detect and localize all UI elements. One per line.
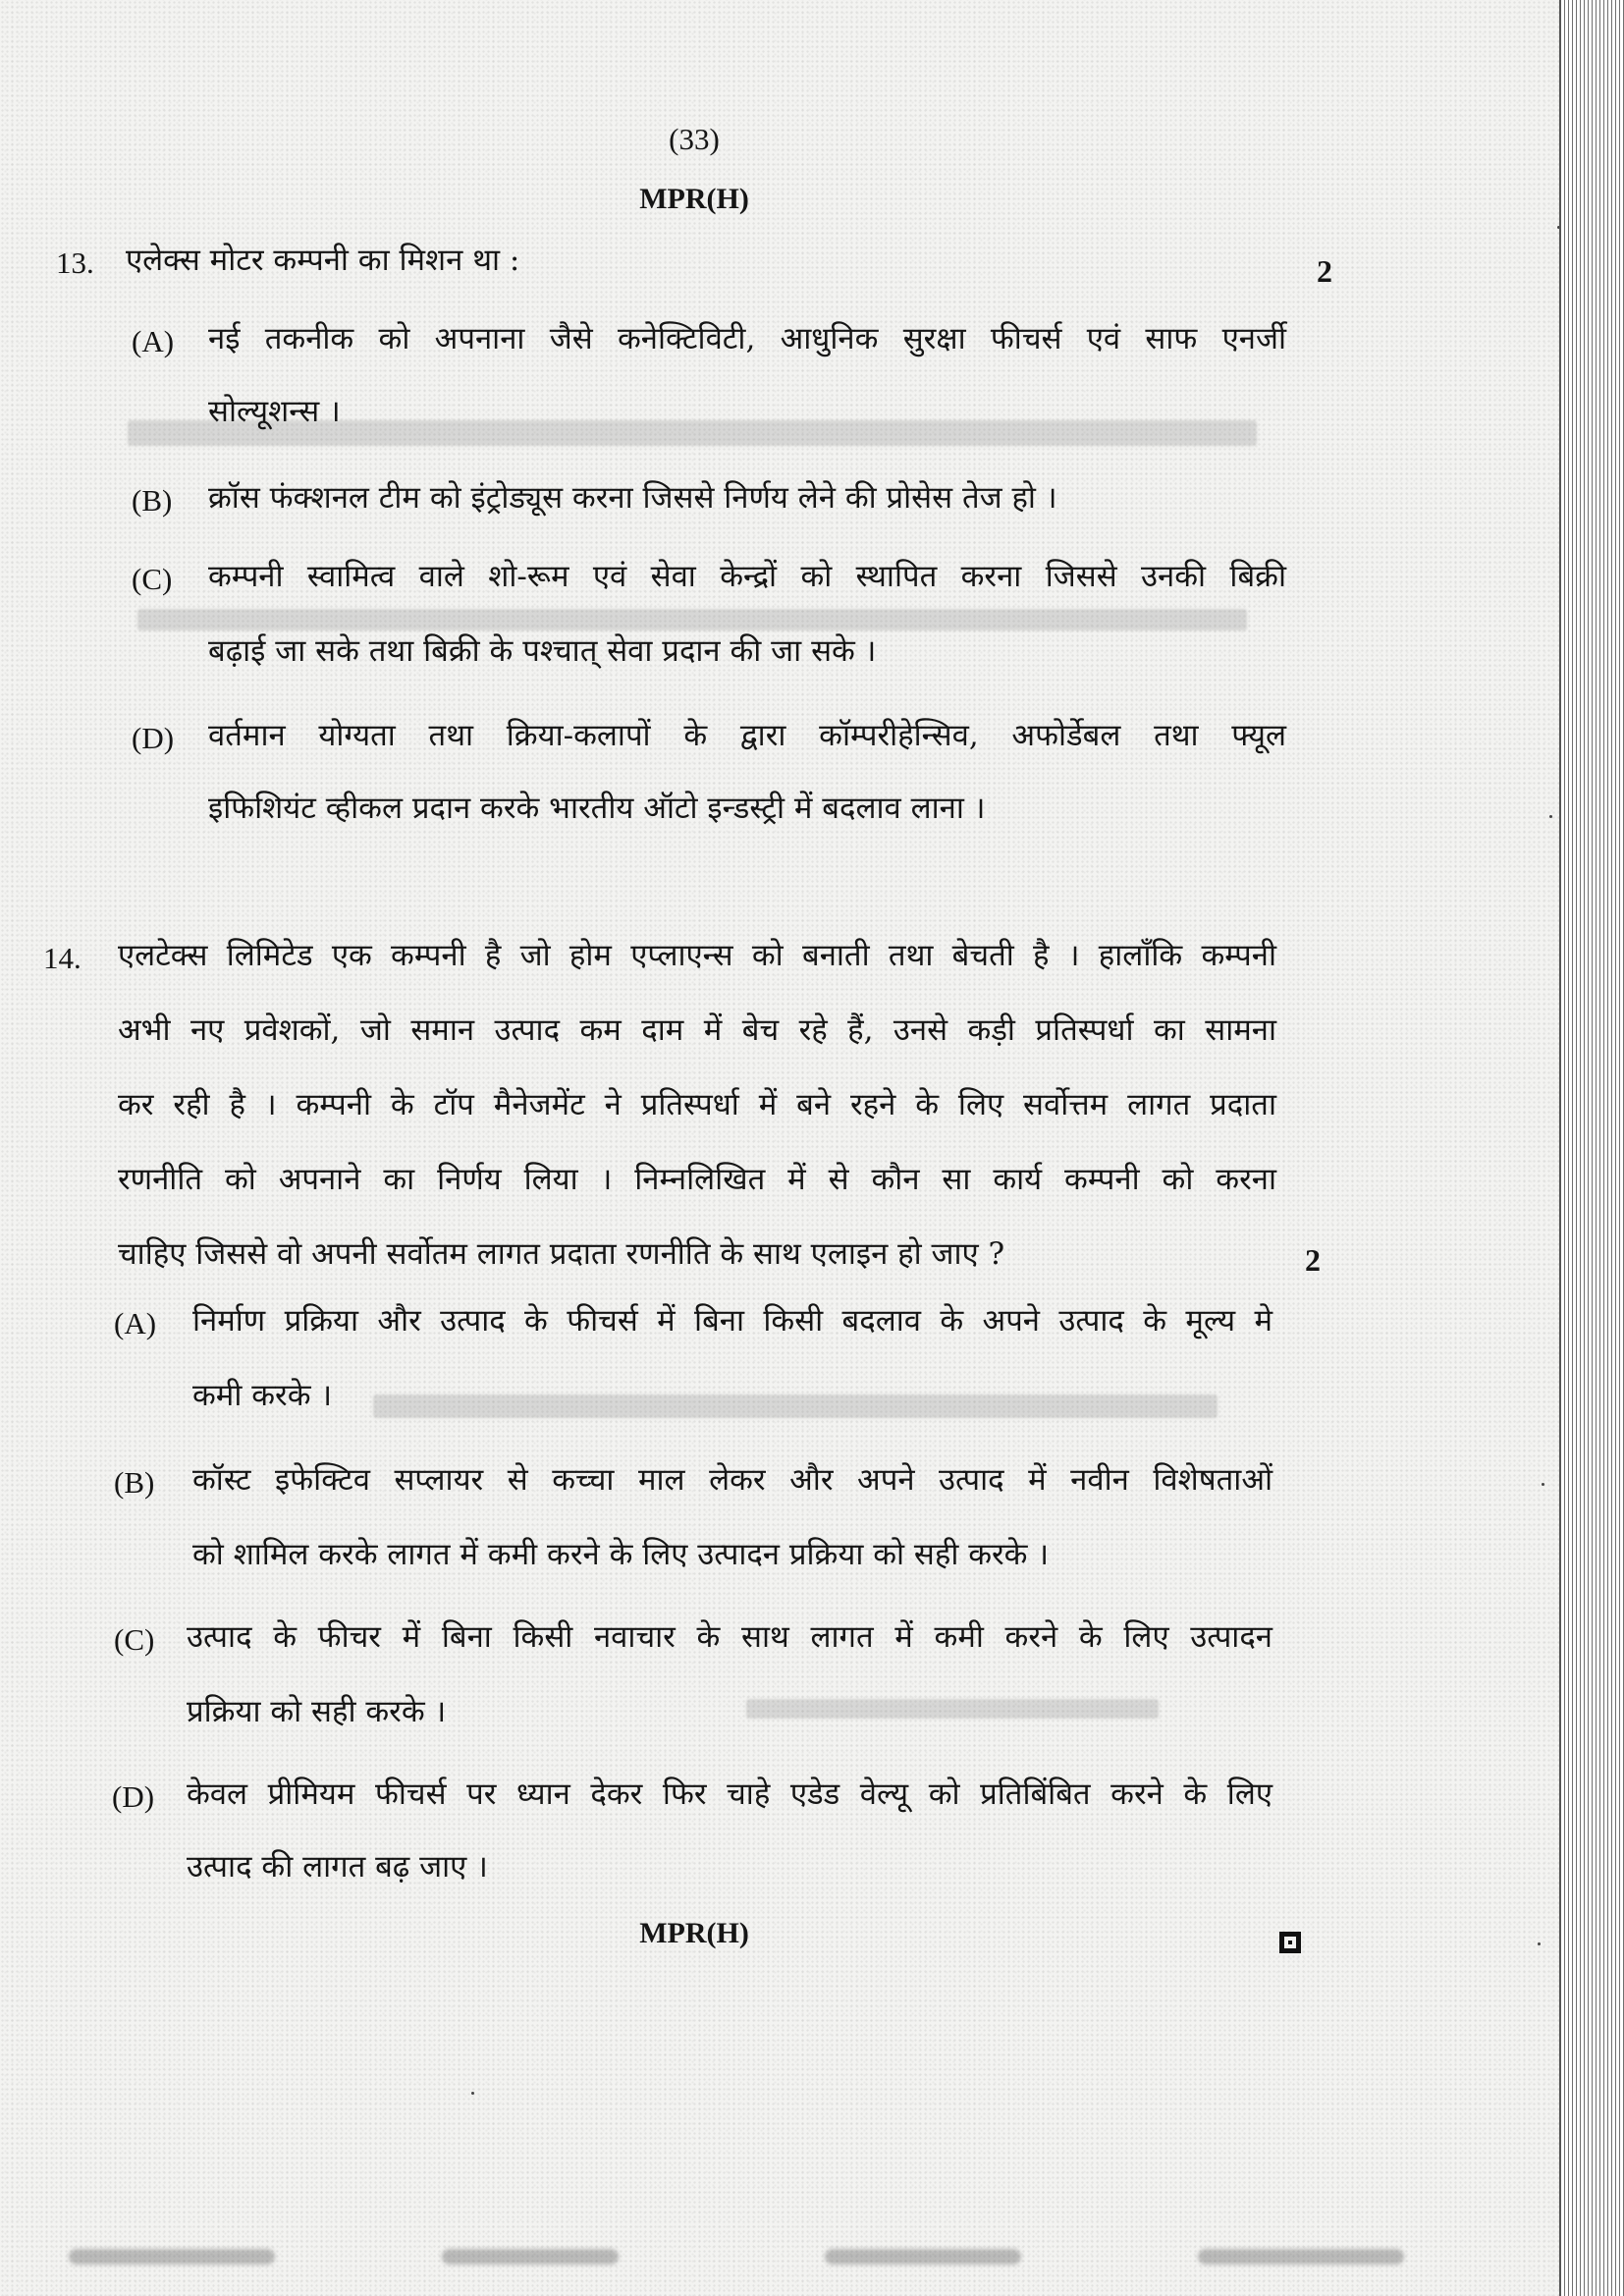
bottom-scan-smudge xyxy=(442,2249,619,2265)
marks: 2 xyxy=(1305,1242,1321,1278)
bleed-through xyxy=(373,1394,1218,1418)
option-text: केवल प्रीमियम फीचर्स पर ध्यान देकर फिर चाहे एडेड वेल्यू को प्रतिबिंबित करने के लिए xyxy=(187,1777,1272,1812)
option-label: (B) xyxy=(114,1465,155,1500)
marks: 2 xyxy=(1317,253,1332,289)
option-text: नई तकनीक को अपनाना जैसे कनेक्टिविटी, आधुनिक सुरक्षा फीचर्स एवं साफ एनर्जी xyxy=(208,321,1286,356)
paper-code-header: MPR(H) xyxy=(639,183,749,215)
option-text: प्रक्रिया को सही करके । xyxy=(187,1694,447,1729)
page-end-square-icon xyxy=(1279,1932,1301,1953)
bleed-through xyxy=(746,1699,1159,1719)
option-text: को शामिल करके लागत में कमी करने के लिए उत्पादन प्रक्रिया को सही करके । xyxy=(192,1537,1050,1572)
option-text: सोल्यूशन्स । xyxy=(208,394,341,429)
option-label: (A) xyxy=(132,324,175,358)
option-text: कम्पनी स्वामित्व वाले शो-रूम एवं सेवा केन्द्रों को स्थापित करना जिससे उनकी बिक्री xyxy=(208,559,1286,594)
option-text: वर्तमान योग्यता तथा क्रिया-कलापों के द्वारा कॉम्परीहेन्सिव, अफोर्डेबल तथा फ्यूल xyxy=(208,718,1286,753)
question-text: एलेक्स मोटर कम्पनी का मिशन था : xyxy=(126,243,520,278)
question-text: चाहिए जिससे वो अपनी सर्वोतम लागत प्रदाता रणनीति के साथ एलाइन हो जाए ? xyxy=(118,1236,1005,1272)
option-text: इफिशियंट व्हीकल प्रदान करके भारतीय ऑटो इन्डस्ट्री में बदलाव लाना । xyxy=(208,791,986,826)
question-text: रणनीति को अपनाने का निर्णय लिया । निम्नलिखित में से कौन सा कार्य कम्पनी को करना xyxy=(118,1162,1276,1197)
option-text: कमी करके । xyxy=(192,1378,333,1413)
option-label: (D) xyxy=(132,721,175,755)
scan-speck xyxy=(1542,1483,1544,1486)
binding-edge xyxy=(1559,0,1624,2296)
option-text: उत्पाद की लागत बढ़ जाए । xyxy=(187,1849,488,1885)
scan-speck xyxy=(471,2092,474,2095)
option-label: (B) xyxy=(132,483,173,518)
question-number: 13. xyxy=(56,246,94,280)
bottom-scan-smudge xyxy=(825,2249,1021,2265)
scan-speck xyxy=(1549,815,1552,818)
option-text: बढ़ाई जा सके तथा बिक्री के पश्चात् सेवा प्रदान की जा सके । xyxy=(208,633,877,669)
option-text: क्रॉस फंक्शनल टीम को इंट्रोड्यूस करना जिससे निर्णय लेने की प्रोसेस तेज हो । xyxy=(208,480,1057,516)
option-label: (A) xyxy=(114,1306,157,1340)
question-text: अभी नए प्रवेशकों, जो समान उत्पाद कम दाम में बेच रहे हैं, उनसे कड़ी प्रतिस्पर्धा का सामना xyxy=(118,1012,1276,1048)
option-text: उत्पाद के फीचर में बिना किसी नवाचार के साथ लागत में कमी करने के लिए उत्पादन xyxy=(187,1619,1272,1655)
option-label: (C) xyxy=(114,1622,155,1657)
option-label: (C) xyxy=(132,562,173,596)
question-number: 14. xyxy=(43,941,81,975)
option-text: निर्माण प्रक्रिया और उत्पाद के फीचर्स में बिना किसी बदलाव के अपने उत्पाद के मूल्य मे xyxy=(192,1303,1272,1339)
paper-code-footer: MPR(H) xyxy=(639,1917,749,1949)
bleed-through xyxy=(137,609,1247,630)
option-label: (D) xyxy=(112,1779,155,1814)
scan-speck xyxy=(1538,1942,1541,1945)
option-text: कॉस्ट इफेक्टिव सप्लायर से कच्चा माल लेकर और अपने उत्पाद में नवीन विशेषताओं xyxy=(192,1462,1272,1498)
bottom-scan-smudge xyxy=(1198,2249,1404,2265)
question-text: एलटेक्स लिमिटेड एक कम्पनी है जो होम एप्लाएन्स को बनाती तथा बेचती है । हालाँकि कम्पनी xyxy=(118,938,1276,973)
bottom-scan-smudge xyxy=(69,2249,275,2265)
page-number: (33) xyxy=(669,122,720,156)
question-text: कर रही है । कम्पनी के टॉप मैनेजमेंट ने प्रतिस्पर्धा में बने रहने के लिए सर्वोत्तम लागत प्रदाता xyxy=(118,1087,1276,1122)
